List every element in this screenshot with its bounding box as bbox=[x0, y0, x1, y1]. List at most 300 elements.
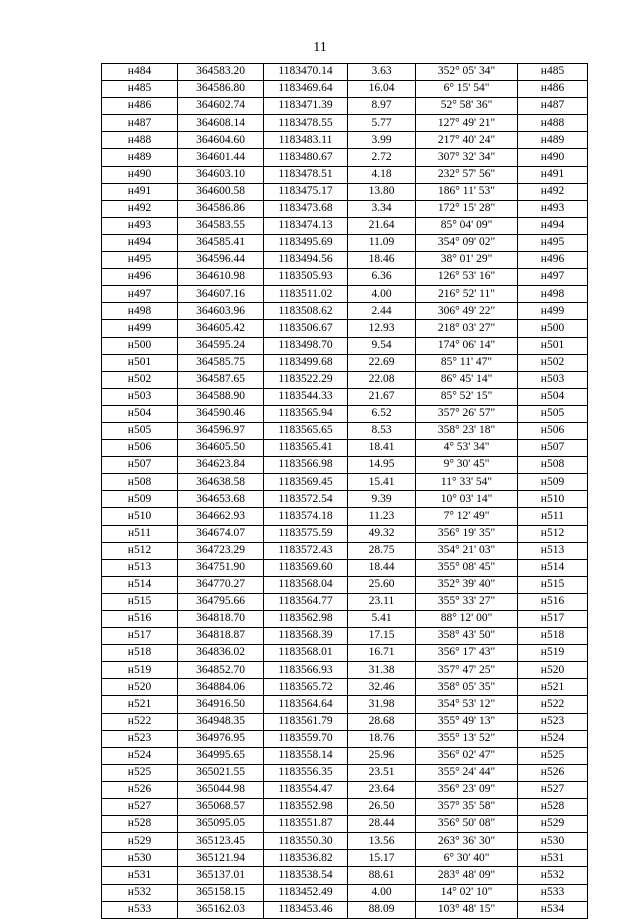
coordinates-table bbox=[101, 63, 588, 919]
cell-point-from: н496 bbox=[102, 269, 178, 286]
cell-coord-y: 1183498.70 bbox=[264, 337, 348, 354]
cell-coord-x: 364604.60 bbox=[178, 132, 264, 149]
cell-point-from: н516 bbox=[102, 611, 178, 628]
cell-coord-x: 364605.50 bbox=[178, 440, 264, 457]
cell-coord-y: 1183452.49 bbox=[264, 884, 348, 901]
cell-bearing: 172° 15' 28" bbox=[416, 200, 518, 217]
cell-point-from: н485 bbox=[102, 81, 178, 98]
cell-distance: 13.56 bbox=[348, 833, 416, 850]
cell-point-from: н525 bbox=[102, 764, 178, 781]
table-row bbox=[102, 816, 588, 833]
cell-coord-x: 365162.03 bbox=[178, 901, 264, 918]
table-row bbox=[102, 64, 588, 81]
cell-coord-x: 364596.44 bbox=[178, 252, 264, 269]
cell-coord-x: 364836.02 bbox=[178, 645, 264, 662]
table-row bbox=[102, 713, 588, 730]
cell-coord-y: 1183480.67 bbox=[264, 149, 348, 166]
cell-coord-x: 364590.46 bbox=[178, 405, 264, 422]
cell-bearing: 6° 30' 40" bbox=[416, 850, 518, 867]
cell-point-from: н532 bbox=[102, 884, 178, 901]
cell-coord-y: 1183556.35 bbox=[264, 764, 348, 781]
cell-bearing: 306° 49' 22" bbox=[416, 303, 518, 320]
table-row bbox=[102, 337, 588, 354]
cell-point-to: н502 bbox=[518, 354, 588, 371]
cell-point-from: н493 bbox=[102, 217, 178, 234]
cell-point-to: н533 bbox=[518, 884, 588, 901]
cell-point-from: н510 bbox=[102, 508, 178, 525]
cell-distance: 2.44 bbox=[348, 303, 416, 320]
cell-distance: 3.63 bbox=[348, 64, 416, 81]
cell-bearing: 38° 01' 29" bbox=[416, 252, 518, 269]
cell-bearing: 357° 26' 57" bbox=[416, 405, 518, 422]
cell-distance: 23.51 bbox=[348, 764, 416, 781]
cell-distance: 21.64 bbox=[348, 217, 416, 234]
cell-point-to: н516 bbox=[518, 593, 588, 610]
cell-point-from: н508 bbox=[102, 474, 178, 491]
cell-coord-x: 364596.97 bbox=[178, 422, 264, 439]
table-row bbox=[102, 354, 588, 371]
cell-coord-y: 1183572.43 bbox=[264, 542, 348, 559]
cell-coord-x: 364948.35 bbox=[178, 713, 264, 730]
cell-point-to: н496 bbox=[518, 252, 588, 269]
table-row bbox=[102, 850, 588, 867]
cell-point-from: н504 bbox=[102, 405, 178, 422]
cell-point-from: н498 bbox=[102, 303, 178, 320]
cell-coord-x: 364852.70 bbox=[178, 662, 264, 679]
cell-coord-x: 364770.27 bbox=[178, 576, 264, 593]
cell-point-to: н510 bbox=[518, 491, 588, 508]
cell-distance: 88.09 bbox=[348, 901, 416, 918]
cell-point-from: н506 bbox=[102, 440, 178, 457]
cell-coord-x: 365158.15 bbox=[178, 884, 264, 901]
table-row bbox=[102, 98, 588, 115]
table-row bbox=[102, 781, 588, 798]
cell-coord-y: 1183572.54 bbox=[264, 491, 348, 508]
cell-coord-x: 364662.93 bbox=[178, 508, 264, 525]
cell-bearing: 356° 17' 43" bbox=[416, 645, 518, 662]
cell-coord-y: 1183511.02 bbox=[264, 286, 348, 303]
cell-coord-x: 364995.65 bbox=[178, 747, 264, 764]
cell-bearing: 355° 08' 45" bbox=[416, 559, 518, 576]
cell-point-from: н491 bbox=[102, 183, 178, 200]
cell-distance: 17.15 bbox=[348, 628, 416, 645]
cell-distance: 16.71 bbox=[348, 645, 416, 662]
cell-bearing: 358° 23' 18" bbox=[416, 422, 518, 439]
table-row bbox=[102, 252, 588, 269]
cell-distance: 25.60 bbox=[348, 576, 416, 593]
cell-point-from: н484 bbox=[102, 64, 178, 81]
cell-point-to: н491 bbox=[518, 166, 588, 183]
cell-coord-x: 364585.75 bbox=[178, 354, 264, 371]
table-row bbox=[102, 628, 588, 645]
cell-point-to: н492 bbox=[518, 183, 588, 200]
cell-coord-x: 364795.66 bbox=[178, 593, 264, 610]
cell-point-from: н492 bbox=[102, 200, 178, 217]
cell-coord-x: 364587.65 bbox=[178, 371, 264, 388]
cell-coord-y: 1183565.94 bbox=[264, 405, 348, 422]
cell-coord-y: 1183473.68 bbox=[264, 200, 348, 217]
cell-distance: 49.32 bbox=[348, 525, 416, 542]
cell-coord-x: 364610.98 bbox=[178, 269, 264, 286]
cell-point-to: н487 bbox=[518, 98, 588, 115]
cell-distance: 6.52 bbox=[348, 405, 416, 422]
cell-distance: 22.69 bbox=[348, 354, 416, 371]
cell-point-to: н521 bbox=[518, 679, 588, 696]
cell-bearing: 355° 49' 13" bbox=[416, 713, 518, 730]
cell-coord-x: 364884.06 bbox=[178, 679, 264, 696]
cell-coord-x: 365137.01 bbox=[178, 867, 264, 884]
cell-coord-y: 1183562.98 bbox=[264, 611, 348, 628]
cell-distance: 18.46 bbox=[348, 252, 416, 269]
cell-coord-x: 364583.20 bbox=[178, 64, 264, 81]
cell-distance: 18.41 bbox=[348, 440, 416, 457]
cell-coord-x: 364588.90 bbox=[178, 388, 264, 405]
table-row bbox=[102, 149, 588, 166]
table-row bbox=[102, 662, 588, 679]
page-number: 11 bbox=[313, 40, 327, 55]
cell-point-from: н486 bbox=[102, 98, 178, 115]
coordinates-table-body bbox=[102, 64, 588, 919]
cell-bearing: 174° 06' 14" bbox=[416, 337, 518, 354]
cell-coord-y: 1183558.14 bbox=[264, 747, 348, 764]
cell-point-to: н522 bbox=[518, 696, 588, 713]
cell-bearing: 352° 39' 40" bbox=[416, 576, 518, 593]
cell-bearing: 86° 45' 14" bbox=[416, 371, 518, 388]
cell-point-to: н515 bbox=[518, 576, 588, 593]
cell-coord-x: 364818.70 bbox=[178, 611, 264, 628]
cell-coord-y: 1183569.45 bbox=[264, 474, 348, 491]
cell-coord-y: 1183494.56 bbox=[264, 252, 348, 269]
cell-coord-y: 1183495.69 bbox=[264, 234, 348, 251]
table-row bbox=[102, 269, 588, 286]
table-row bbox=[102, 217, 588, 234]
cell-distance: 4.00 bbox=[348, 286, 416, 303]
cell-coord-x: 364583.55 bbox=[178, 217, 264, 234]
cell-bearing: 218° 03' 27" bbox=[416, 320, 518, 337]
cell-point-to: н528 bbox=[518, 799, 588, 816]
cell-point-to: н532 bbox=[518, 867, 588, 884]
table-row bbox=[102, 901, 588, 918]
cell-coord-y: 1183508.62 bbox=[264, 303, 348, 320]
table-row bbox=[102, 115, 588, 132]
cell-distance: 2.72 bbox=[348, 149, 416, 166]
cell-point-to: н486 bbox=[518, 81, 588, 98]
table-row bbox=[102, 867, 588, 884]
cell-coord-y: 1183471.39 bbox=[264, 98, 348, 115]
cell-coord-y: 1183478.55 bbox=[264, 115, 348, 132]
cell-distance: 5.77 bbox=[348, 115, 416, 132]
cell-coord-y: 1183552.98 bbox=[264, 799, 348, 816]
cell-point-to: н490 bbox=[518, 149, 588, 166]
table-row bbox=[102, 200, 588, 217]
cell-point-from: н495 bbox=[102, 252, 178, 269]
cell-point-from: н533 bbox=[102, 901, 178, 918]
cell-point-to: н508 bbox=[518, 457, 588, 474]
cell-distance: 13.80 bbox=[348, 183, 416, 200]
table-row bbox=[102, 320, 588, 337]
cell-bearing: 352° 05' 34" bbox=[416, 64, 518, 81]
cell-bearing: 283° 48' 09" bbox=[416, 867, 518, 884]
cell-coord-x: 364586.86 bbox=[178, 200, 264, 217]
cell-distance: 18.44 bbox=[348, 559, 416, 576]
cell-coord-x: 364674.07 bbox=[178, 525, 264, 542]
cell-point-to: н509 bbox=[518, 474, 588, 491]
cell-bearing: 356° 02' 47" bbox=[416, 747, 518, 764]
table-row bbox=[102, 833, 588, 850]
cell-coord-x: 364653.68 bbox=[178, 491, 264, 508]
cell-bearing: 52° 58' 36" bbox=[416, 98, 518, 115]
cell-point-from: н519 bbox=[102, 662, 178, 679]
cell-point-from: н527 bbox=[102, 799, 178, 816]
cell-distance: 11.23 bbox=[348, 508, 416, 525]
cell-bearing: 354° 21' 03" bbox=[416, 542, 518, 559]
cell-point-to: н512 bbox=[518, 525, 588, 542]
cell-distance: 16.04 bbox=[348, 81, 416, 98]
cell-bearing: 85° 52' 15" bbox=[416, 388, 518, 405]
cell-point-to: н525 bbox=[518, 747, 588, 764]
cell-point-from: н513 bbox=[102, 559, 178, 576]
cell-distance: 15.41 bbox=[348, 474, 416, 491]
cell-point-from: н489 bbox=[102, 149, 178, 166]
cell-coord-x: 364976.95 bbox=[178, 730, 264, 747]
cell-coord-y: 1183538.54 bbox=[264, 867, 348, 884]
cell-coord-x: 364586.80 bbox=[178, 81, 264, 98]
cell-bearing: 355° 13' 52" bbox=[416, 730, 518, 747]
cell-point-to: н523 bbox=[518, 713, 588, 730]
cell-bearing: 356° 23' 09" bbox=[416, 781, 518, 798]
cell-coord-x: 365123.45 bbox=[178, 833, 264, 850]
cell-point-to: н534 bbox=[518, 901, 588, 918]
cell-bearing: 10° 03' 14" bbox=[416, 491, 518, 508]
table-row bbox=[102, 286, 588, 303]
cell-point-to: н500 bbox=[518, 320, 588, 337]
table-row bbox=[102, 730, 588, 747]
table-row bbox=[102, 799, 588, 816]
cell-coord-x: 364602.74 bbox=[178, 98, 264, 115]
cell-coord-y: 1183575.59 bbox=[264, 525, 348, 542]
cell-coord-x: 365068.57 bbox=[178, 799, 264, 816]
cell-coord-y: 1183478.51 bbox=[264, 166, 348, 183]
cell-coord-y: 1183475.17 bbox=[264, 183, 348, 200]
cell-distance: 26.50 bbox=[348, 799, 416, 816]
cell-coord-y: 1183536.82 bbox=[264, 850, 348, 867]
table-row bbox=[102, 303, 588, 320]
cell-point-to: н524 bbox=[518, 730, 588, 747]
cell-coord-y: 1183565.65 bbox=[264, 422, 348, 439]
cell-distance: 4.00 bbox=[348, 884, 416, 901]
table-row bbox=[102, 371, 588, 388]
cell-distance: 11.09 bbox=[348, 234, 416, 251]
cell-point-from: н507 bbox=[102, 457, 178, 474]
cell-point-to: н526 bbox=[518, 764, 588, 781]
cell-coord-y: 1183474.13 bbox=[264, 217, 348, 234]
cell-point-from: н512 bbox=[102, 542, 178, 559]
cell-distance: 28.75 bbox=[348, 542, 416, 559]
cell-coord-x: 364638.58 bbox=[178, 474, 264, 491]
cell-coord-x: 364818.87 bbox=[178, 628, 264, 645]
cell-point-from: н488 bbox=[102, 132, 178, 149]
cell-bearing: 7° 12' 49" bbox=[416, 508, 518, 525]
table-row bbox=[102, 747, 588, 764]
cell-coord-y: 1183554.47 bbox=[264, 781, 348, 798]
cell-distance: 31.38 bbox=[348, 662, 416, 679]
cell-coord-x: 365121.94 bbox=[178, 850, 264, 867]
cell-coord-x: 364605.42 bbox=[178, 320, 264, 337]
cell-point-to: н494 bbox=[518, 217, 588, 234]
cell-point-from: н503 bbox=[102, 388, 178, 405]
cell-coord-y: 1183565.41 bbox=[264, 440, 348, 457]
table-row bbox=[102, 234, 588, 251]
cell-coord-x: 364603.96 bbox=[178, 303, 264, 320]
cell-coord-y: 1183469.64 bbox=[264, 81, 348, 98]
cell-coord-x: 365021.55 bbox=[178, 764, 264, 781]
cell-point-from: н515 bbox=[102, 593, 178, 610]
cell-bearing: 4° 53' 34" bbox=[416, 440, 518, 457]
cell-point-to: н499 bbox=[518, 303, 588, 320]
cell-distance: 4.18 bbox=[348, 166, 416, 183]
cell-point-to: н497 bbox=[518, 269, 588, 286]
cell-point-to: н505 bbox=[518, 405, 588, 422]
cell-distance: 31.98 bbox=[348, 696, 416, 713]
cell-bearing: 355° 24' 44" bbox=[416, 764, 518, 781]
cell-coord-y: 1183499.68 bbox=[264, 354, 348, 371]
cell-coord-y: 1183506.67 bbox=[264, 320, 348, 337]
cell-bearing: 356° 50' 08" bbox=[416, 816, 518, 833]
cell-distance: 15.17 bbox=[348, 850, 416, 867]
cell-point-to: н518 bbox=[518, 628, 588, 645]
cell-point-to: н529 bbox=[518, 816, 588, 833]
cell-point-from: н518 bbox=[102, 645, 178, 662]
cell-point-to: н495 bbox=[518, 234, 588, 251]
cell-bearing: 216° 52' 11" bbox=[416, 286, 518, 303]
cell-bearing: 126° 53' 16" bbox=[416, 269, 518, 286]
cell-point-to: н507 bbox=[518, 440, 588, 457]
cell-bearing: 357° 47' 25" bbox=[416, 662, 518, 679]
cell-coord-y: 1183566.93 bbox=[264, 662, 348, 679]
cell-coord-x: 364623.84 bbox=[178, 457, 264, 474]
table-row bbox=[102, 559, 588, 576]
cell-bearing: 356° 19' 35" bbox=[416, 525, 518, 542]
cell-distance: 6.36 bbox=[348, 269, 416, 286]
cell-point-from: н524 bbox=[102, 747, 178, 764]
table-row bbox=[102, 474, 588, 491]
cell-coord-y: 1183559.70 bbox=[264, 730, 348, 747]
cell-bearing: 88° 12' 00" bbox=[416, 611, 518, 628]
cell-coord-y: 1183568.39 bbox=[264, 628, 348, 645]
cell-point-from: н499 bbox=[102, 320, 178, 337]
cell-point-to: н489 bbox=[518, 132, 588, 149]
table-row bbox=[102, 645, 588, 662]
table-row bbox=[102, 576, 588, 593]
cell-point-from: н522 bbox=[102, 713, 178, 730]
cell-bearing: 263° 36' 30" bbox=[416, 833, 518, 850]
cell-coord-x: 364585.41 bbox=[178, 234, 264, 251]
cell-coord-x: 364601.44 bbox=[178, 149, 264, 166]
cell-distance: 21.67 bbox=[348, 388, 416, 405]
table-row bbox=[102, 508, 588, 525]
cell-point-from: н514 bbox=[102, 576, 178, 593]
cell-point-from: н500 bbox=[102, 337, 178, 354]
cell-bearing: 307° 32' 34" bbox=[416, 149, 518, 166]
cell-point-to: н493 bbox=[518, 200, 588, 217]
cell-distance: 23.64 bbox=[348, 781, 416, 798]
table-row bbox=[102, 183, 588, 200]
cell-bearing: 358° 05' 35" bbox=[416, 679, 518, 696]
table-row bbox=[102, 611, 588, 628]
table-row bbox=[102, 679, 588, 696]
cell-bearing: 358° 43' 50" bbox=[416, 628, 518, 645]
table-row bbox=[102, 542, 588, 559]
cell-point-from: н490 bbox=[102, 166, 178, 183]
cell-point-from: н494 bbox=[102, 234, 178, 251]
cell-point-to: н527 bbox=[518, 781, 588, 798]
table-row bbox=[102, 457, 588, 474]
table-row bbox=[102, 166, 588, 183]
cell-coord-y: 1183568.04 bbox=[264, 576, 348, 593]
cell-bearing: 354° 53' 12" bbox=[416, 696, 518, 713]
cell-point-from: н497 bbox=[102, 286, 178, 303]
cell-point-from: н520 bbox=[102, 679, 178, 696]
cell-bearing: 357° 35' 58" bbox=[416, 799, 518, 816]
table-row bbox=[102, 440, 588, 457]
cell-coord-y: 1183564.77 bbox=[264, 593, 348, 610]
cell-coord-x: 364603.10 bbox=[178, 166, 264, 183]
cell-bearing: 85° 11' 47" bbox=[416, 354, 518, 371]
cell-distance: 8.53 bbox=[348, 422, 416, 439]
cell-point-from: н531 bbox=[102, 867, 178, 884]
cell-distance: 32.46 bbox=[348, 679, 416, 696]
cell-distance: 9.54 bbox=[348, 337, 416, 354]
cell-coord-x: 364595.24 bbox=[178, 337, 264, 354]
cell-coord-y: 1183564.64 bbox=[264, 696, 348, 713]
cell-point-to: н488 bbox=[518, 115, 588, 132]
cell-point-from: н529 bbox=[102, 833, 178, 850]
cell-point-to: н530 bbox=[518, 833, 588, 850]
cell-point-to: н513 bbox=[518, 542, 588, 559]
cell-coord-y: 1183483.11 bbox=[264, 132, 348, 149]
cell-distance: 3.34 bbox=[348, 200, 416, 217]
cell-point-to: н503 bbox=[518, 371, 588, 388]
cell-point-to: н485 bbox=[518, 64, 588, 81]
cell-coord-x: 364751.90 bbox=[178, 559, 264, 576]
cell-distance: 5.41 bbox=[348, 611, 416, 628]
cell-point-from: н511 bbox=[102, 525, 178, 542]
cell-distance: 12.93 bbox=[348, 320, 416, 337]
cell-point-from: н502 bbox=[102, 371, 178, 388]
table-row bbox=[102, 491, 588, 508]
cell-point-to: н514 bbox=[518, 559, 588, 576]
cell-bearing: 11° 33' 54" bbox=[416, 474, 518, 491]
table-row bbox=[102, 764, 588, 781]
cell-point-to: н506 bbox=[518, 422, 588, 439]
cell-point-to: н531 bbox=[518, 850, 588, 867]
cell-bearing: 186° 11' 53" bbox=[416, 183, 518, 200]
cell-distance: 28.68 bbox=[348, 713, 416, 730]
cell-coord-x: 364607.16 bbox=[178, 286, 264, 303]
table-row bbox=[102, 884, 588, 901]
cell-coord-y: 1183566.98 bbox=[264, 457, 348, 474]
cell-coord-x: 364916.50 bbox=[178, 696, 264, 713]
cell-coord-y: 1183550.30 bbox=[264, 833, 348, 850]
cell-distance: 18.76 bbox=[348, 730, 416, 747]
table-row bbox=[102, 422, 588, 439]
cell-point-from: н487 bbox=[102, 115, 178, 132]
table-row bbox=[102, 405, 588, 422]
cell-bearing: 127° 49' 21" bbox=[416, 115, 518, 132]
cell-distance: 28.44 bbox=[348, 816, 416, 833]
cell-coord-y: 1183574.18 bbox=[264, 508, 348, 525]
table-row bbox=[102, 593, 588, 610]
